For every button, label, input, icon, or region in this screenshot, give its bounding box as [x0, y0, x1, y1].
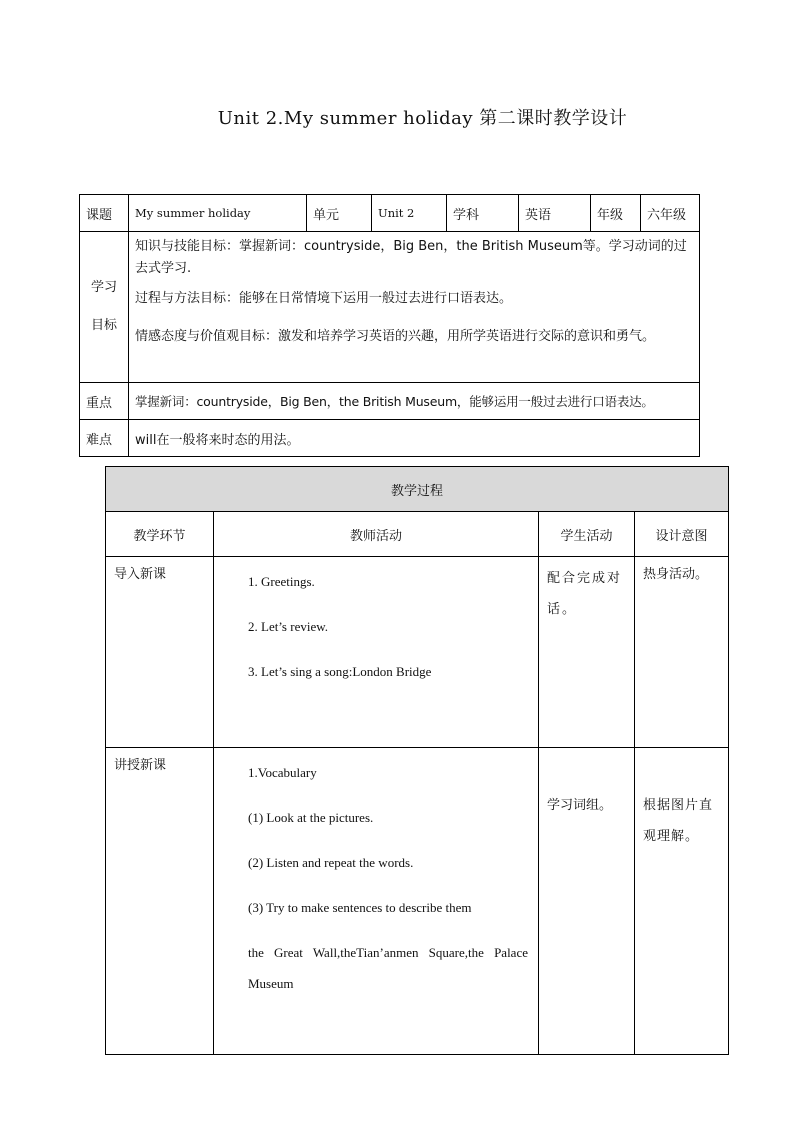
intent-cell: 热身活动。	[635, 557, 729, 748]
teaching-process-table	[105, 466, 729, 1055]
goal-method: 过程与方法目标：能够在日常情境下运用一般过去进行口语表达。	[135, 291, 513, 306]
col-intent: 设计意图	[635, 512, 729, 557]
student-cell: 学习词组。	[539, 748, 635, 1055]
goals-cell	[129, 232, 700, 383]
col-student: 学生活动	[539, 512, 635, 557]
lesson-info-table	[79, 194, 700, 457]
page-title: Unit 2.My summer holiday 第二课时教学设计	[217, 108, 628, 129]
grade-value: 六年级	[641, 195, 700, 232]
col-teacher: 教师活动	[214, 512, 539, 557]
difficult-value: will在一般将来时态的用法。	[129, 420, 700, 457]
teacher-step: 1. Greetings.	[248, 574, 315, 589]
teacher-paragraph: the Great Wall,theTian’anmen Square,the Palace Museum	[248, 945, 528, 991]
goal-attitude: 情感态度与价值观目标：激发和培养学习英语的兴趣，用所学英语进行交际的意识和勇气。	[135, 329, 656, 344]
intent-cell: 根据图片直观理解。	[635, 748, 729, 1055]
process-header: 教学过程	[106, 467, 729, 512]
stage-cell: 讲授新课	[106, 748, 214, 1055]
topic-value: My summer holiday	[129, 195, 307, 232]
subject-label: 学科	[447, 195, 519, 232]
stage-cell: 导入新课	[106, 557, 214, 748]
teacher-step: (1) Look at the pictures.	[248, 810, 374, 825]
teacher-step: 3. Let’s sing a song:London Bridge	[248, 664, 432, 679]
goal-knowledge: 知识与技能目标：掌握新词：countryside，Big Ben，the British Museum等。学习动词的过去式学习.	[135, 239, 687, 276]
key-label: 重点	[80, 383, 129, 420]
goals-label-line-2: 目标	[90, 318, 117, 333]
teacher-step: 2. Let’s review.	[248, 619, 329, 634]
topic-label: 课题	[80, 195, 129, 232]
teacher-step: 1.Vocabulary	[248, 765, 317, 780]
unit-value: Unit 2	[372, 195, 447, 232]
student-cell: 配合完成对话。	[539, 557, 635, 748]
grade-label: 年级	[591, 195, 641, 232]
teacher-step: (2) Listen and repeat the words.	[248, 855, 414, 870]
table-row	[106, 557, 729, 748]
subject-value: 英语	[519, 195, 591, 232]
teacher-cell	[214, 557, 539, 748]
teacher-cell	[214, 748, 539, 1055]
col-stage: 教学环节	[106, 512, 214, 557]
table-row	[106, 748, 729, 1055]
difficult-label: 难点	[80, 420, 129, 457]
goals-label	[80, 232, 129, 383]
unit-label: 单元	[307, 195, 372, 232]
key-value: 掌握新词：countryside，Big Ben，the British Museum，能够运用一般过去进行口语表达。	[129, 383, 700, 420]
goals-label-line-1: 学习	[90, 280, 117, 295]
teacher-step: (3) Try to make sentences to describe them	[248, 900, 472, 915]
